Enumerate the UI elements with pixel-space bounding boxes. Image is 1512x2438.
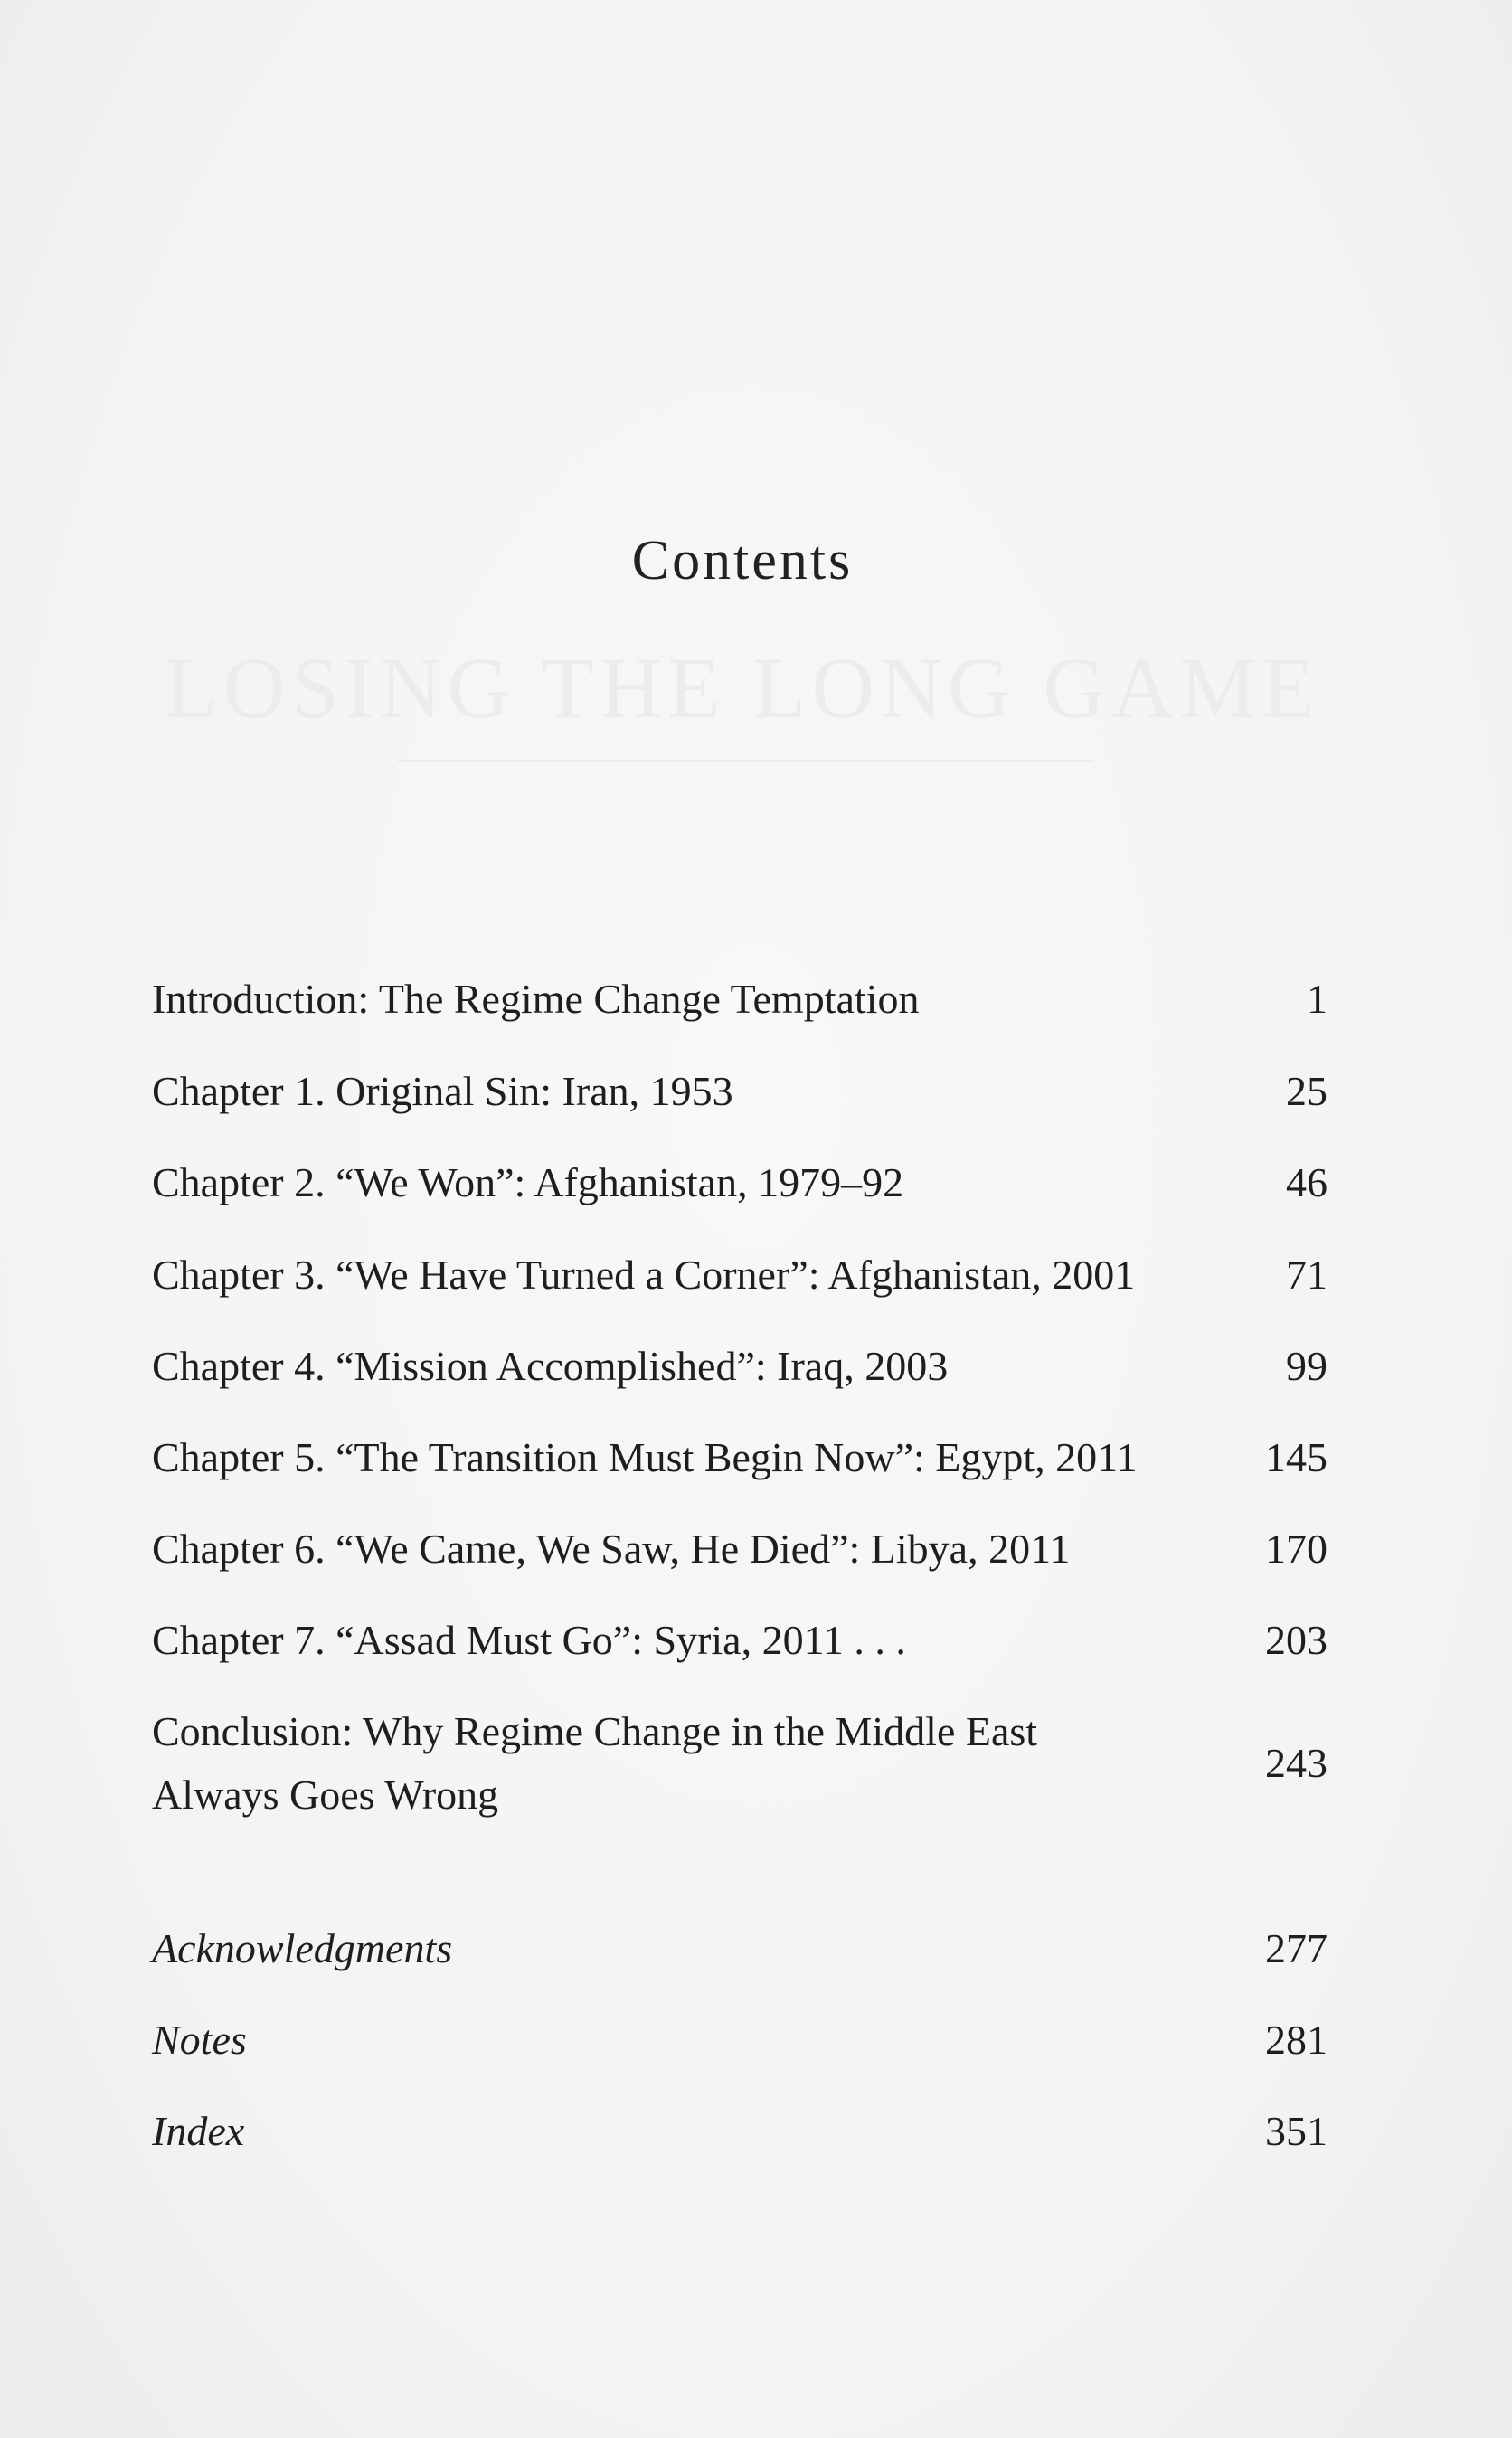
- toc-entry-acknowledgments: [152, 1917, 1328, 1980]
- show-through-text: LOSING THE LONG GAME: [164, 639, 1321, 736]
- toc-entry-conclusion: [152, 1700, 1328, 1827]
- toc-entry-label: [152, 1700, 1037, 1827]
- toc-entry-page: 145: [1265, 1434, 1328, 1480]
- toc-entry-page: 25: [1286, 1068, 1328, 1114]
- toc-entry-page: 351: [1265, 2108, 1328, 2154]
- toc-entry-chapter-7: [152, 1609, 1328, 1672]
- toc-entry-page: 281: [1265, 2017, 1328, 2063]
- toc-entry-chapter-6: [152, 1517, 1328, 1581]
- toc-entry-label: Chapter 3. “We Have Turned a Corner”: Afghanistan, 2001: [152, 1252, 1136, 1298]
- toc-entry-label: Chapter 2. “We Won”: Afghanistan, 1979–92: [152, 1159, 904, 1205]
- toc-entry-label: Chapter 1. Original Sin: Iran, 1953: [152, 1068, 733, 1114]
- toc-entry-notes: [152, 2008, 1328, 2072]
- toc-entry-label: Chapter 6. “We Came, We Saw, He Died”: Libya, 2011: [152, 1526, 1071, 1572]
- toc-entry-chapter-3: [152, 1243, 1328, 1307]
- toc-entry-page: 170: [1265, 1526, 1328, 1572]
- toc-entry-chapter-5: [152, 1426, 1328, 1489]
- show-through-rule: [398, 760, 1094, 762]
- toc-entry-page: 203: [1265, 1617, 1328, 1663]
- toc-entry-label: Chapter 5. “The Transition Must Begin Now”: Egypt, 2011: [152, 1434, 1138, 1480]
- toc-entry-page: 46: [1286, 1159, 1328, 1205]
- toc-entry-chapter-1: [152, 1060, 1328, 1123]
- toc-entry-page: 277: [1265, 1925, 1328, 1971]
- toc-entry-introduction: [152, 968, 1328, 1031]
- toc-entry-label-line-1: Conclusion: Why Regime Change in the Middle East: [152, 1708, 1038, 1754]
- toc-entry-label: Acknowledgments: [152, 1925, 453, 1971]
- toc-entry-label: Index: [152, 2108, 245, 2154]
- toc-entry-label: Chapter 7. “Assad Must Go”: Syria, 2011 . . .: [152, 1617, 906, 1663]
- toc-entry-page: 99: [1286, 1343, 1328, 1389]
- toc-entry-label: Chapter 4. “Mission Accomplished”: Iraq, 2003: [152, 1343, 949, 1389]
- toc-entry-label: Notes: [152, 2017, 247, 2063]
- toc-entry-index: [152, 2100, 1328, 2163]
- page-title: Contents: [631, 530, 854, 591]
- toc-entry-label: Introduction: The Regime Change Temptation: [152, 976, 920, 1022]
- toc-entry-page: 243: [1265, 1740, 1328, 1786]
- toc-entry-chapter-2: [152, 1151, 1328, 1214]
- toc-entry-chapter-4: [152, 1335, 1328, 1398]
- toc-entry-page: 1: [1307, 976, 1328, 1022]
- toc-entry-page: 71: [1286, 1252, 1328, 1298]
- toc-entry-label-line-2: Always Goes Wrong: [152, 1772, 499, 1818]
